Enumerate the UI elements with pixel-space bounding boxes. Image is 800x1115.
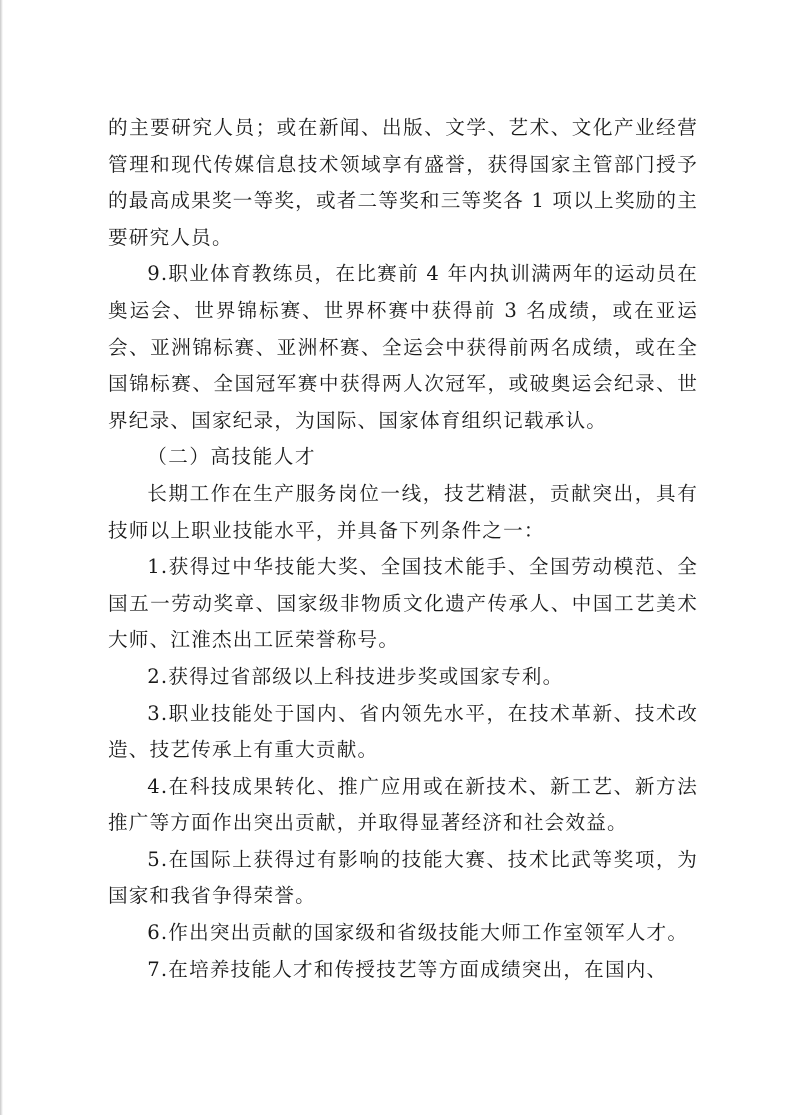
page-edge-shadow: [0, 0, 3, 1115]
paragraph-item-3: 3.职业技能处于国内、省内领先水平，在技术革新、技术改造、技艺传承上有重大贡献。: [108, 701, 698, 762]
paragraph-item-9-coach: 9.职业体育教练员，在比赛前 4 年内执训满两年的运动员在奥运会、世界锦标赛、世界杯赛中获得前 3 名成绩，或在亚运会、亚洲锦标赛、亚洲杯赛、全运会中获得前两名成绩，或在全国锦标赛、全国冠军赛中获得两人次冠军，或破奥运会纪录、世界纪录、国家纪录，为国际、国家体育组织记载承认。: [108, 262, 698, 432]
section-heading-high-skill-talent: （二）高技能人才: [147, 445, 316, 469]
paragraph-continuation: 的主要研究人员；或在新闻、出版、文学、艺术、文化产业经营管理和现代传媒信息技术领域享有盛誉，获得国家主管部门授予的最高成果奖一等奖，或者二等奖和三等奖各 1 项以上奖励的主要研究人员。: [108, 116, 698, 249]
document-body: [108, 110, 698, 988]
paragraph-item-5: 5.在国际上获得过有影响的技能大赛、技术比武等奖项，为国家和我省争得荣誉。: [108, 847, 698, 908]
paragraph-item-7: 7.在培养技能人才和传授技艺等方面成绩突出，在国内、: [147, 957, 668, 981]
paragraph-item-1: 1.获得过中华技能大奖、全国技术能手、全国劳动模范、全国五一劳动奖章、国家级非物质文化遗产传承人、中国工艺美术大师、江淮杰出工匠荣誉称号。: [108, 555, 698, 652]
paragraph-intro-conditions: 长期工作在生产服务岗位一线，技艺精湛，贡献突出，具有技师以上职业技能水平，并具备下列条件之一：: [108, 481, 698, 542]
paragraph-item-4: 4.在科技成果转化、推广应用或在新技术、新工艺、新方法推广等方面作出突出贡献，并取得显著经济和社会效益。: [108, 774, 698, 835]
paragraph-item-6: 6.作出突出贡献的国家级和省级技能大师工作室领军人才。: [147, 921, 689, 945]
paragraph-item-2: 2.获得过省部级以上科技进步奖或国家专利。: [147, 664, 564, 688]
